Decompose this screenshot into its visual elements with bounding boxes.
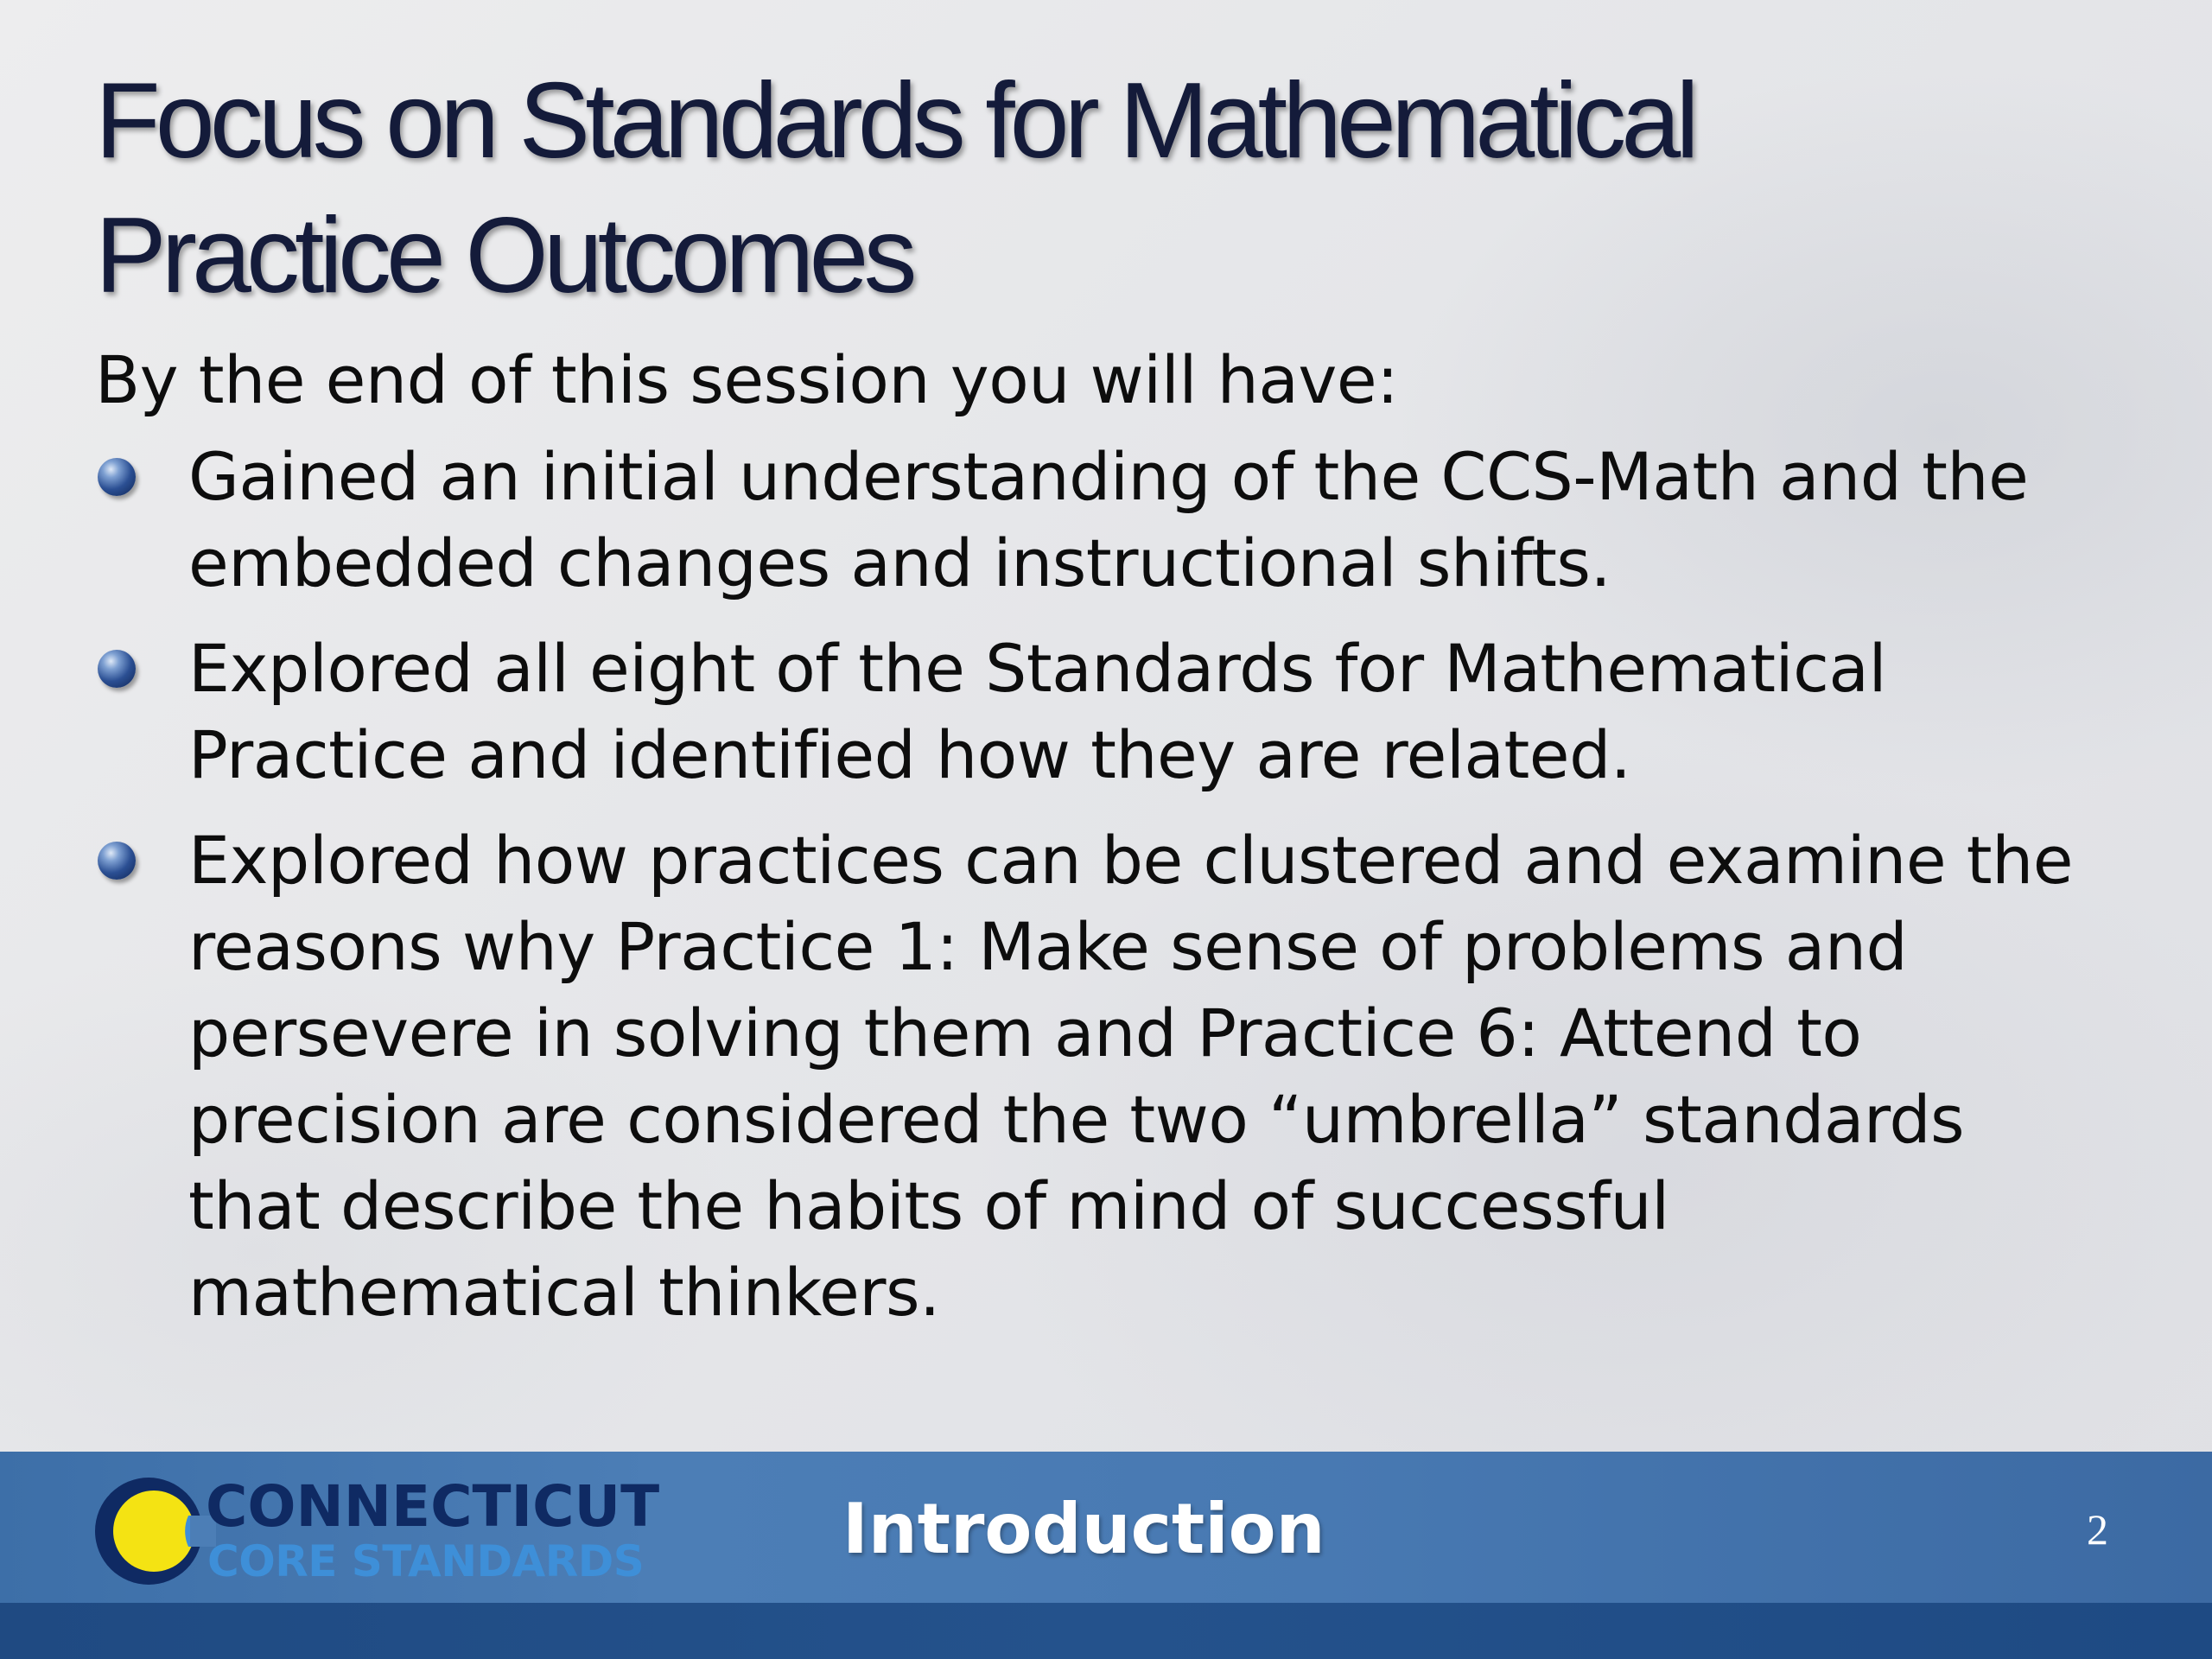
title-line-1: Focus on Standards for Mathematical [95,61,1694,181]
connecticut-c-logo-icon [86,1465,216,1595]
page-number: 2 [2087,1505,2108,1554]
bullet-text-2: Explored all eight of the Standards for Mathematical Practice and identified how they are related. [188,630,1887,793]
bullet-item-2 [95,626,2108,798]
slide-body [95,337,2108,1355]
title-line-2: Practice Outcomes [95,196,912,315]
bullet-text-3: Explored how practices can be clustered and examine the reasons why Practice 1: Make sense of problems and persevere in solving them and Practice 6: Attend to precision are considered the two “umbrella” standards that describe the habits of mind of successful mathematical thinkers. [188,822,2073,1331]
blue-sphere-bullet-icon [98,650,136,688]
bullet-item-3 [95,817,2108,1336]
section-label: Introduction [842,1489,1325,1569]
bullet-text-1: Gained an initial understanding of the CCS-Math and the embedded changes and instructional shifts. [188,438,2029,601]
blue-sphere-bullet-icon [98,458,136,496]
bullet-item-1 [95,434,2108,607]
blue-sphere-bullet-icon [98,842,136,880]
bullet-list [95,434,2108,1336]
connecticut-core-standards-logo [86,1465,660,1595]
footer-band [0,1452,2212,1659]
intro-text: By the end of this session you will have: [95,341,1399,418]
footer-bottom-strip [0,1603,2212,1659]
logo-text-core-standards: CORE STANDARDS [207,1536,645,1586]
slide-title [95,54,2126,323]
logo-text-connecticut: CONNECTICUT [206,1473,660,1540]
